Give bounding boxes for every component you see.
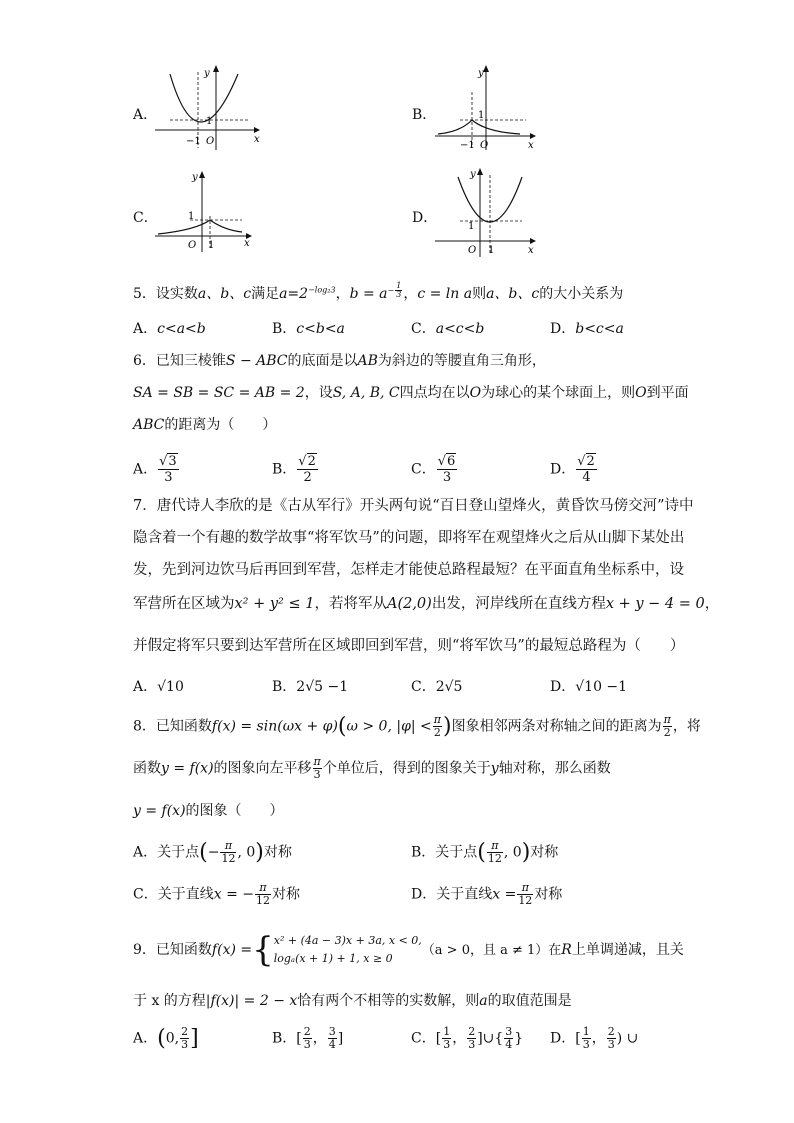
q6-option-b[interactable]: B． $\frac{√2}{2}$ xyxy=(272,454,316,485)
q8-line3: y = f(x)的图象（ ） xyxy=(133,803,284,819)
q7-option-a[interactable]: A．√10 xyxy=(133,679,184,695)
graph-a xyxy=(150,62,260,152)
q7-option-b[interactable]: B．2√5 −1 xyxy=(272,679,349,695)
q7-line1: 7．唐代诗人李欣的是《古从军行》开头两句说“百日登山望烽火，黄昏饮马傍交河”诗中 xyxy=(133,498,694,514)
q9-option-c[interactable]: C．[ $\frac{1}{3}$ ， $\frac{2}{3}$ ]∪{ $\frac{3}{4}$ } xyxy=(411,1025,524,1051)
option-b-label[interactable]: B． xyxy=(412,107,437,123)
q5-number: 5． xyxy=(133,286,156,303)
x-axis-arrow-icon xyxy=(530,133,536,139)
q7-line5: 并假定将军只要到达军营所在区域即回到军营，则“将军饮马”的最短总路程为（ ） xyxy=(133,638,685,654)
q5-stem: 5．设实数a、b、c满足$a=2^{-log_23}$，$b = a^{- \frac{1}{3}}$ ，c = ln a则a、b、c的大小关系为 xyxy=(133,281,624,303)
q5-option-b[interactable]: B．c<b<a xyxy=(272,321,345,337)
q7-option-d[interactable]: D．√10 −1 xyxy=(550,679,628,695)
tick-1: 1 xyxy=(206,116,213,127)
q6-line3: ABC的距离为（ ） xyxy=(133,417,277,433)
tick-1-x: 1 xyxy=(208,240,215,251)
q8-option-d[interactable]: D．关于直线x = $\frac{\pi}{12}$ 对称 xyxy=(411,881,563,907)
q7-line4: 军营所在区域为x² + y² ≤ 1，若将军从A(2,0)出发，河岸线所在直线方程x + y − 4 = 0， xyxy=(133,596,720,612)
q8-line1: 8．已知函数f(x) = sin(ωx + φ)(ω > 0, |φ| < $\frac{\pi}{2}$ )图象相邻两条对称轴之间的距离为 $\frac{\pi}{2}$ ，将 xyxy=(133,713,701,739)
graph-c xyxy=(150,168,260,256)
y-axis-arrow-icon xyxy=(477,168,483,175)
x-axis-arrow-icon xyxy=(530,238,536,244)
q6-option-c[interactable]: C． $\frac{√6}{3}$ xyxy=(411,454,456,485)
y-axis-arrow-icon xyxy=(213,65,219,72)
q5-eq-a: $a=2^{-log_23}$ xyxy=(279,285,336,303)
x-label: x xyxy=(244,238,250,249)
tick-1: 1 xyxy=(468,221,475,232)
x-label: x xyxy=(528,245,534,256)
q5-option-d[interactable]: D．b<c<a xyxy=(550,321,624,337)
q9-option-d[interactable]: D．[ $\frac{1}{3}$ ， $\frac{2}{3}$ ) ∪ xyxy=(550,1025,639,1051)
q9-option-b[interactable]: B．[ $\frac{2}{3}$ ， $\frac{3}{4}$ ] xyxy=(272,1025,344,1051)
q6-option-a[interactable]: A． $\frac{√3}{3}$ xyxy=(133,454,177,485)
x-label: x xyxy=(254,134,260,145)
origin: O xyxy=(468,245,477,256)
origin: O xyxy=(480,140,489,151)
q8-number: 8． xyxy=(133,718,156,735)
origin: O xyxy=(188,240,197,251)
q9-line1: 9．已知函数f(x) ={ x² + (4a − 3)x + 3a, x < 0, logₐ(x + 1) + 1, x ≥ 0 （a > 0，且 a ≠ 1）在R上单调递减，且关 xyxy=(133,930,684,970)
option-c-label[interactable]: C． xyxy=(133,210,158,226)
q8-option-a[interactable]: A．关于点(− $\frac{\pi}{12}$ , 0)对称 xyxy=(133,839,292,865)
tick-1: 1 xyxy=(188,211,195,222)
tick-1-x: 1 xyxy=(488,245,495,256)
curve xyxy=(158,220,242,234)
tick-neg1: −1 xyxy=(186,136,201,147)
tick-neg1: −1 xyxy=(460,140,475,151)
y-axis-arrow-icon xyxy=(199,171,205,178)
q9-number: 9． xyxy=(133,942,156,958)
q6-option-d[interactable]: D． $\frac{√2}{4}$ xyxy=(550,454,595,485)
q8-option-b[interactable]: B．关于点( $\frac{\pi}{12}$ , 0)对称 xyxy=(411,839,559,865)
q7-line3: 发，先到河边饮马后再回到军营，怎样走才能使总路程最短？在平面直角坐标系中，设 xyxy=(133,562,684,578)
q5-eq-b: $b = a^{- \frac{1}{3}}$ xyxy=(349,281,402,303)
q7-number: 7． xyxy=(133,498,157,514)
y-label: y xyxy=(478,68,484,79)
x-axis-arrow-icon xyxy=(254,127,260,133)
q8-line2: 函数y = f(x)的图象向左平移 $\frac{\pi}{3}$ 个单位后，得到的图象关于y轴对称，那么函数 xyxy=(133,755,611,781)
q6-number: 6． xyxy=(133,353,156,369)
origin: O xyxy=(206,136,215,147)
y-label: y xyxy=(204,68,210,79)
option-d-label[interactable]: D． xyxy=(412,210,438,226)
option-a-label[interactable]: A． xyxy=(133,107,158,123)
y-axis-arrow-icon xyxy=(483,65,489,72)
q6-line1: 6．已知三棱锥S − ABC的底面是以AB为斜边的等腰直角三角形， xyxy=(133,353,546,369)
q9-line2: 于 x 的方程|f(x)| = 2 − x恰有两个不相等的实数解，则a的取值范围是 xyxy=(133,993,572,1009)
y-label: y xyxy=(470,169,476,180)
curve xyxy=(170,74,238,122)
q5-option-a[interactable]: A．c<a<b xyxy=(133,321,206,337)
graph-d xyxy=(430,165,540,261)
q7-line2: 隐含着一个有趣的数学故事“将军饮马”的问题，即将军在观望烽火之后从山脚下某处出 xyxy=(133,530,685,546)
q9-option-a[interactable]: A．(0, $\frac{2}{3}$ ] xyxy=(133,1025,199,1051)
tick-1: 1 xyxy=(478,110,485,121)
q6-line2: SA = SB = SC = AB = 2，设S, A, B, C四点均在以O为球心的某个球面上，则O到平面 xyxy=(133,385,689,401)
q7-option-c[interactable]: C．2√5 xyxy=(411,679,463,695)
q5-option-c[interactable]: C．a<c<b xyxy=(411,321,485,337)
x-label: x xyxy=(528,140,534,151)
q5-eq-c: c = ln a xyxy=(417,286,473,303)
q8-option-c[interactable]: C．关于直线x = − $\frac{\pi}{12}$ 对称 xyxy=(133,881,300,907)
graph-b xyxy=(430,62,540,152)
curve xyxy=(438,120,520,134)
y-label: y xyxy=(192,172,198,183)
